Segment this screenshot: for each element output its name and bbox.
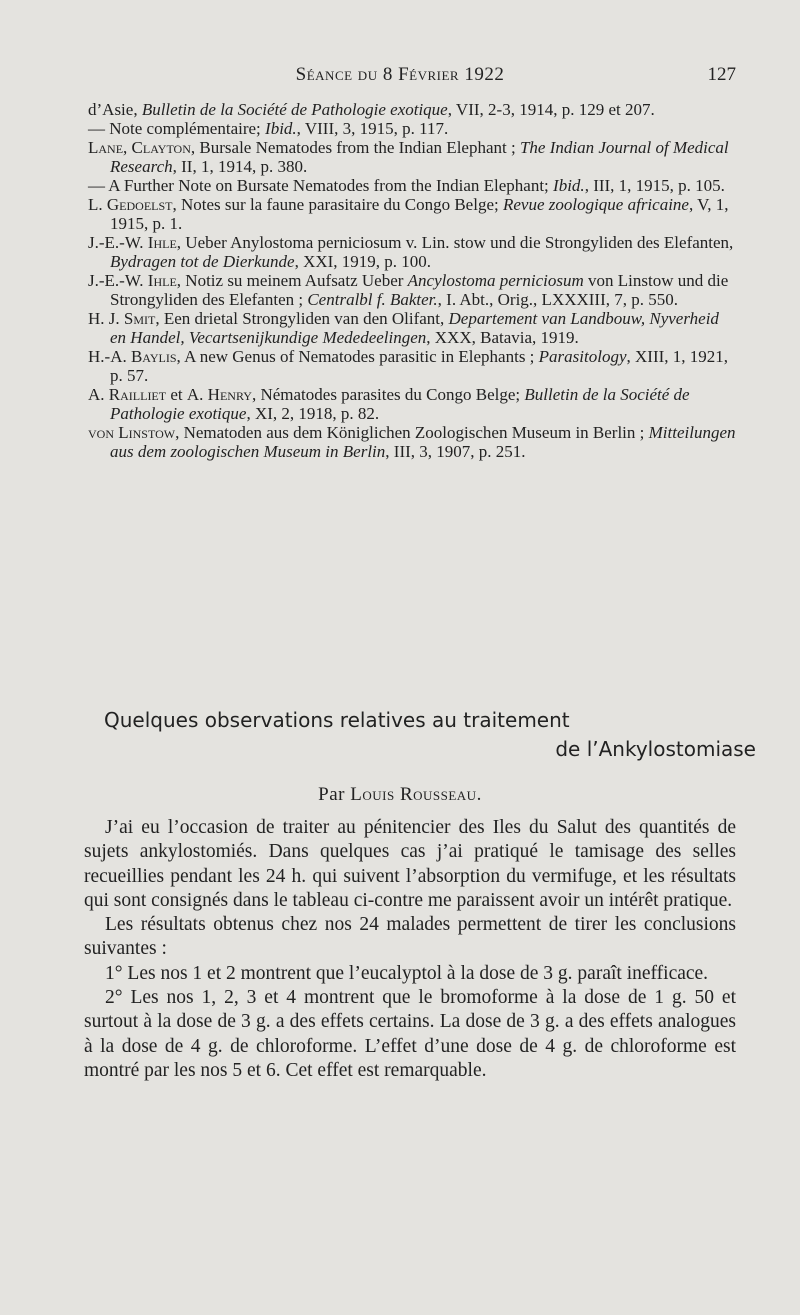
- reference-entry: d’Asie, Bulletin de la Société de Pathologie exotique, VII, 2-3, 1914, p. 129 et 207.: [88, 100, 655, 119]
- reference-entry: J.-E.-W. Ihle, Notiz su meinem Aufsatz Ueber Ancylostoma perniciosum von Linstow und die Strongyliden des Elefanten ; Centralbl f. Bakter., I. Abt., Orig., LXXXIII, 7, p. 550.: [88, 271, 729, 309]
- reference-entry: H. J. Smit, Een drietal Strongyliden van den Olifant, Departement van Landbouw, Nyverheid en Handel, Vecartsenijkundige Mededeelingen, XXX, Batavia, 1919.: [88, 309, 719, 347]
- reference-entry: L. Gedoelst, Notes sur la faune parasitaire du Congo Belge; Revue zoologique africaine, V, 1, 1915, p. 1.: [88, 195, 729, 233]
- body-paragraph: 1° Les nos 1 et 2 montrent que l’eucalyptol à la dose de 3 g. paraît inefficace.: [105, 962, 709, 984]
- reference-author: J.-E.-W. Ihle: [88, 271, 177, 290]
- running-header: Séance du 8 Février 1922: [295, 64, 505, 85]
- author-name: Louis Rousseau.: [350, 784, 482, 805]
- reference-entry: — A Further Note on Bursate Nematodes from the Indian Elephant; Ibid., III, 1, 1915, p. 105.: [88, 176, 725, 195]
- article-body: [84, 816, 736, 1083]
- reference-author: L. Gedoelst: [88, 195, 173, 214]
- reference-author: J.-E.-W. Ihle: [88, 233, 177, 252]
- reference-author: A. Railliet: [88, 385, 167, 404]
- article-title: [104, 706, 756, 764]
- page-number: 127: [707, 64, 736, 85]
- article-byline: Par Louis Rousseau.: [318, 784, 482, 805]
- reference-entry: A. Railliet et A. Henry, Nématodes parasites du Congo Belge; Bulletin de la Société de Pathologie exotique, XI, 2, 1918, p. 82.: [88, 385, 690, 423]
- reference-author: von Linstow: [88, 423, 176, 442]
- article-title-line2: de l’Ankylostomiase: [555, 737, 756, 761]
- body-paragraph: Les résultats obtenus chez nos 24 malades permettent de tirer les conclusions suivantes :: [84, 914, 736, 960]
- reference-entry: H.-A. Baylis, A new Genus of Nematodes parasitic in Elephants ; Parasitology, XIII, 1, 1921, p. 57.: [88, 347, 729, 385]
- reference-author: A. Henry: [186, 385, 252, 404]
- reference-author: Lane, Clayton: [88, 138, 191, 157]
- reference-entry: Lane, Clayton, Bursale Nematodes from the Indian Elephant ; The Indian Journal of Medical Research, II, 1, 1914, p. 380.: [88, 138, 729, 176]
- article-title-line1: Quelques observations relatives au traitement: [104, 708, 570, 732]
- reference-list: [88, 100, 736, 461]
- body-paragraph: J’ai eu l’occasion de traiter au pénitencier des Iles du Salut des quantités de sujets ankylostomiés. Dans quelques cas j’ai pratiqué le tamisage des selles recueillies pendant les 24 h. qui suivent l’absorption du vermifuge, et les résultats qui sont consignés dans le tableau ci-contre me paraissent avoir un intérêt pratique.: [84, 817, 736, 911]
- reference-entry: J.-E.-W. Ihle, Ueber Anylostoma perniciosum v. Lin. stow und die Strongyliden des Elefanten, Bydragen tot de Dierkunde, XXI, 1919, p. 100.: [88, 233, 734, 271]
- reference-author: H. J. Smit: [88, 309, 156, 328]
- reference-author: H.-A. Baylis: [88, 347, 177, 366]
- reference-entry: von Linstow, Nematoden aus dem Königlichen Zoologischen Museum in Berlin ; Mitteilungen aus dem zoologischen Museum in Berlin, III, 3, 1907, p. 251.: [88, 423, 736, 461]
- body-paragraph: 2° Les nos 1, 2, 3 et 4 montrent que le bromoforme à la dose de 1 g. 50 et surtout à la dose de 3 g. a des effets certains. La dose de 3 g. a des effets analogues à la dose de 4 g. de chloroforme. L’effet d’une dose de 4 g. de chloroforme est montré par les nos 5 et 6. Cet effet est remarquable.: [84, 987, 736, 1081]
- reference-entry: — Note complémentaire; Ibid., VIII, 3, 1915, p. 117.: [88, 119, 449, 138]
